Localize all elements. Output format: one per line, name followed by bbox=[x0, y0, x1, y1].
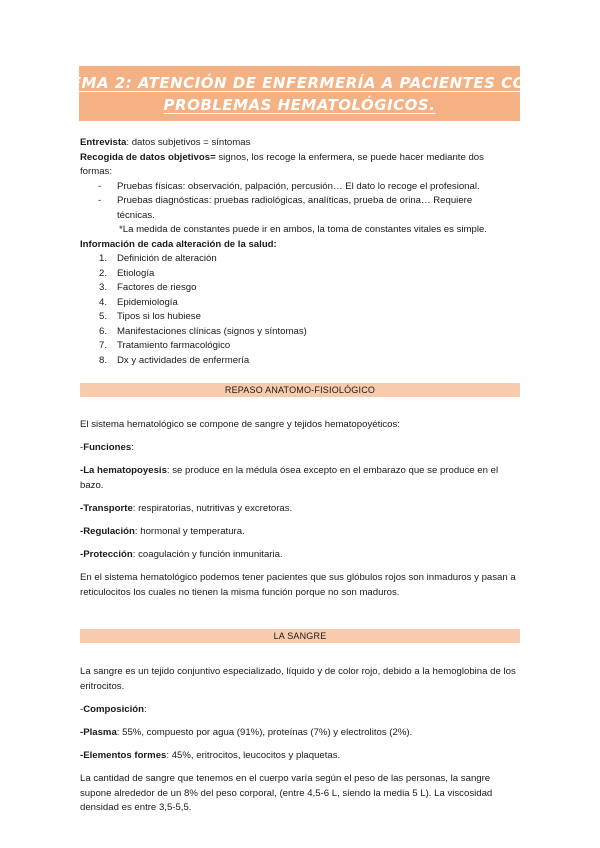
reticulocitos-paragraph: En el sistema hematológico podemos tener pacientes que sus glóbulos rojos son inmaduros y pasan a reticulocitos los cuales no tienen la misma función porque no son maduros. bbox=[80, 572, 516, 598]
info-heading bbox=[80, 238, 520, 253]
list-item bbox=[80, 325, 520, 340]
section-header-sangre: LA SANGRE bbox=[80, 629, 520, 643]
item-number: 1. bbox=[99, 253, 108, 264]
entrevista-line bbox=[80, 136, 520, 151]
list-item bbox=[80, 267, 520, 282]
composicion-suffix: : bbox=[143, 704, 147, 715]
dash-bullet: - bbox=[98, 180, 102, 192]
funciones-suffix: : bbox=[131, 442, 134, 453]
list-item bbox=[80, 310, 520, 325]
item-number: 6. bbox=[99, 325, 108, 337]
funciones-heading bbox=[80, 441, 520, 456]
list-item-text: Dx y actividades de enfermería bbox=[117, 354, 250, 366]
composicion-prefix: - bbox=[80, 704, 84, 715]
proteccion-label: -Protección bbox=[80, 549, 133, 560]
recogida-line bbox=[80, 151, 520, 166]
funciones-prefix: - bbox=[80, 442, 84, 453]
hematologic-system-paragraph: El sistema hematológico se compone de sangre y tejidos hematopoyéticos: bbox=[80, 419, 400, 430]
blood-volume-paragraph: La cantidad de sangre que tenemos en el cuerpo varía según el peso de las personas, la sangre supone alrededor de un 8% del peso corporal, (entre 4,5-6 L, siendo la media 5 L). La viscosidad densidad es entre 3,5-5,5. bbox=[80, 773, 493, 813]
regulacion-paragraph bbox=[80, 525, 520, 540]
list-item bbox=[80, 252, 520, 267]
transporte-label: -Transporte bbox=[80, 503, 133, 514]
info-heading-text: Información de cada alteración de la salud: bbox=[80, 238, 277, 250]
list-item-text: Etiología bbox=[117, 267, 155, 279]
proteccion-paragraph bbox=[80, 548, 520, 563]
elementos-text: : 45%, eritrocitos, leucocitos y plaquetas. bbox=[166, 750, 341, 761]
list-item-text: Tratamiento farmacológico bbox=[117, 340, 231, 351]
proteccion-text: : coagulación y función inmunitaria. bbox=[132, 549, 283, 560]
title-line-2: PROBLEMAS HEMATOLÓGICOS. bbox=[163, 95, 436, 114]
item-number: 3. bbox=[99, 282, 108, 293]
list-item-text: Tipos si los hubiese bbox=[117, 311, 201, 322]
item-number: 8. bbox=[99, 354, 108, 366]
plasma-text: : 55%, compuesto por agua (91%), proteínas (7%) y electrolitos (2%). bbox=[116, 727, 413, 738]
list-item bbox=[80, 354, 520, 369]
list-item-text: Manifestaciones clínicas (signos y síntomas) bbox=[117, 325, 307, 337]
entrevista-label: Entrevista bbox=[80, 137, 127, 148]
plasma-label: -Plasma bbox=[80, 727, 117, 738]
composicion-heading bbox=[80, 703, 520, 718]
transporte-text: : respiratorias, nutritivas y excretoras. bbox=[132, 503, 293, 514]
sangre-definition-paragraph: La sangre es un tejido conjuntivo especializado, líquido y de color rojo, debido a la hemoglobina de los eritrocitos. bbox=[80, 666, 516, 692]
regulacion-label: -Regulación bbox=[80, 526, 135, 537]
title-banner bbox=[60, 66, 539, 121]
item-number: 7. bbox=[99, 340, 108, 351]
intro-block bbox=[80, 136, 520, 368]
composicion-label: Composición bbox=[83, 704, 144, 715]
recogida-line-2: formas: bbox=[80, 166, 112, 177]
list-item-text: Pruebas físicas: observación, palpación, percusión… El dato lo recoge el profesional. bbox=[117, 180, 480, 192]
list-item bbox=[80, 180, 520, 195]
list-item bbox=[80, 339, 520, 354]
tests-list bbox=[80, 180, 520, 224]
item-number: 5. bbox=[99, 311, 108, 322]
hematopoyesis-text: : se produce en la médula ósea excepto en el embarazo que se produce en el bazo. bbox=[80, 465, 499, 491]
list-item bbox=[80, 194, 520, 223]
hematopoyesis-label: -La hematopoyesis bbox=[80, 465, 167, 476]
recogida-label: Recogida de datos objetivos= bbox=[80, 151, 216, 163]
elementos-label: -Elementos formes bbox=[80, 750, 167, 761]
recogida-text: signos, los recoge la enfermera, se puede hacer mediante dos bbox=[215, 151, 484, 163]
dash-bullet: - bbox=[98, 195, 102, 206]
list-item-text: Definición de alteración bbox=[117, 253, 217, 264]
regulacion-text: : hormonal y temperatura. bbox=[134, 526, 245, 537]
item-number: 2. bbox=[99, 267, 108, 279]
list-item bbox=[80, 281, 520, 296]
hematopoyesis-paragraph bbox=[80, 464, 520, 493]
list-item-text: Epidemiología bbox=[117, 296, 178, 308]
list-item-text: Factores de riesgo bbox=[117, 282, 197, 293]
entrevista-text: : datos subjetivos = síntomas bbox=[126, 137, 251, 148]
title-line-1: TEMA 2: ATENCIÓN DE ENFERMERÍA A PACIENTES CON bbox=[60, 73, 539, 92]
elementos-paragraph bbox=[80, 749, 520, 764]
list-item-text: Pruebas diagnósticas: pruebas radiológicas, analíticas, prueba de orina… Requiere técnicas. bbox=[117, 195, 473, 221]
item-number: 4. bbox=[99, 296, 108, 308]
constants-note: *La medida de constantes puede ir en ambos, la toma de constantes vitales es simple. bbox=[119, 224, 487, 235]
section-header-repaso: REPASO ANATOMO-FISIOLÓGICO bbox=[80, 383, 520, 397]
funciones-label: Funciones bbox=[83, 442, 132, 453]
info-numbered-list bbox=[80, 252, 520, 368]
transporte-paragraph bbox=[80, 502, 520, 517]
plasma-paragraph bbox=[80, 726, 520, 741]
list-item bbox=[80, 296, 520, 311]
